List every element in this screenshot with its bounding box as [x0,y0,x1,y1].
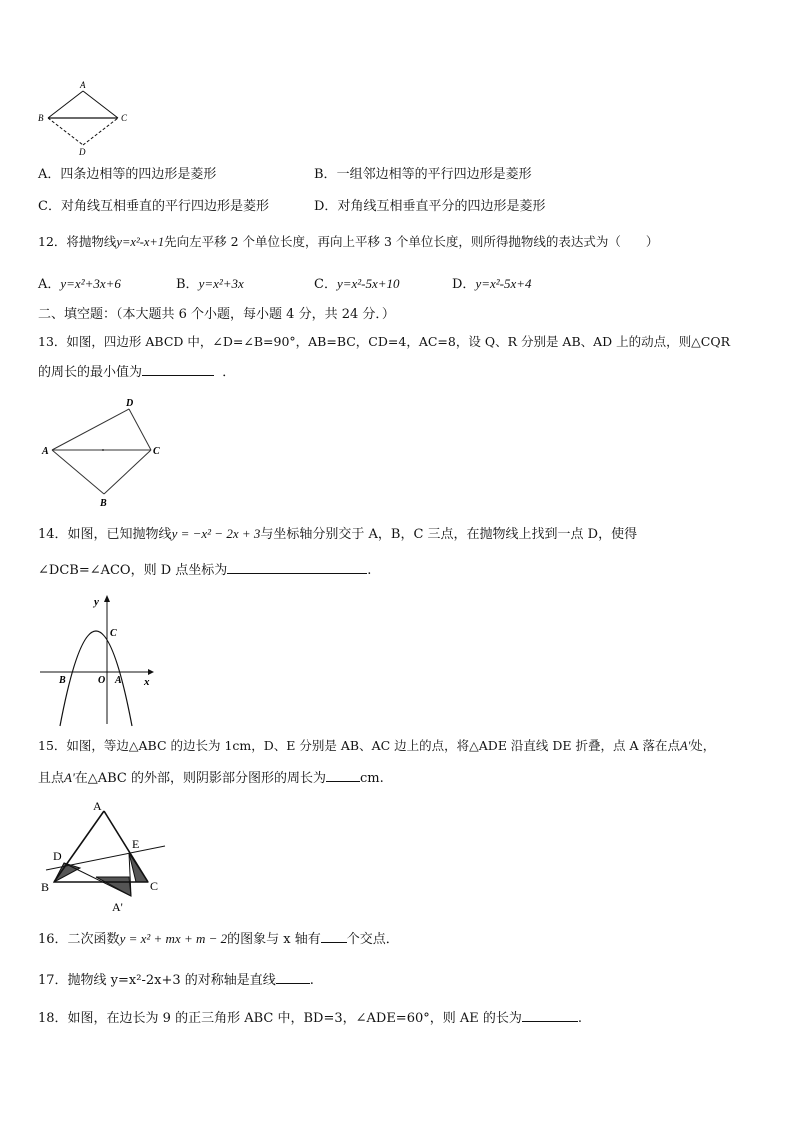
q12-option-a [38,275,121,294]
option-letter: B． [314,167,337,182]
stem-text: 如图，已知抛物线 [67,527,172,542]
q12-option-c [314,275,400,294]
quadrilateral-diagram [38,394,178,514]
answer-blank [326,781,360,782]
stem-end: . [577,1011,583,1026]
point-label: A' [64,770,75,785]
stem-text: 且点 [38,771,65,786]
option-letter: C． [38,199,61,214]
question-number: 15． [38,738,67,753]
stem-text: 将抛物线 [66,234,117,249]
label-a-prime: A' [112,900,123,914]
answer-blank [321,942,347,943]
stem-text: 先向左平移 2 个单位长度，再向上平移 3 个单位长度，则所得抛物线的表达式为（ ） [164,234,659,249]
stem-text: 二次函数 [67,932,120,947]
stem-text: 17．抛物线 y=x²-2x+3 的对称轴是直线 [38,973,276,988]
option-letter: B． [176,277,199,292]
point-label: A' [679,739,691,753]
label-a: A [42,446,49,457]
q12-option-b [176,275,244,294]
stem-end: . [367,563,372,578]
option-letter: A． [38,167,61,182]
rhombus-diagram [36,78,136,158]
stem-text: 的图象与 x 轴有 [227,932,321,947]
q15-line2 [38,769,384,788]
label-c: C [121,113,128,123]
label-y: y [94,596,99,608]
label-x: x [144,676,150,688]
option-letter: A． [38,277,61,292]
q11-option-c [38,198,269,216]
parabola-graph [36,590,166,730]
rhombus-figure [36,78,136,158]
option-letter: C． [314,277,337,292]
stem-end: cm. [360,771,384,786]
label-b: B [100,498,107,509]
math-expression: y = x² + mx + m − 2 [119,931,228,946]
answer-blank [142,375,214,376]
math-expression: y = −x² − 2x + 3 [171,526,261,541]
q17-stem [38,972,314,990]
option-text: 对角线互相垂直的平行四边形是菱形 [60,199,269,214]
label-e: E [132,837,140,851]
option-text: 一组邻边相等的平行四边形是菱形 [336,167,532,182]
option-letter: D． [314,199,338,214]
folded-triangle-figure [36,798,176,914]
math-expression: y=x²-x+1 [116,235,165,249]
label-b: B [41,880,50,894]
q12-stem [38,233,658,251]
option-text: y=x²-5x+4 [475,276,532,291]
q12-option-d [452,275,532,294]
label-a: A [80,80,86,90]
stem-text: 处， [690,738,716,753]
stem-text: ∠DCB=∠ACO，则 D 点坐标为 [38,563,228,578]
stem-text: 与坐标轴分别交于 A，B，C 三点，在抛物线上找到一点 D，使得 [260,527,638,542]
option-text: y=x²-5x+10 [336,276,400,291]
stem-text: 的周长的最小值为 [38,365,143,380]
stem-text: 在△ABC 的外部，则阴影部分图形的周长为 [74,771,327,786]
answer-blank [227,573,367,574]
q13-line2 [38,364,235,382]
option-text: 四条边相等的四边形是菱形 [60,167,217,182]
question-number: 12． [38,234,67,249]
option-text: y=x²+3x+6 [60,276,121,291]
label-c: C [110,628,117,639]
question-number: 14． [38,527,68,542]
label-b: B [59,675,66,686]
q14-line1 [38,525,637,544]
label-d: D [53,849,62,863]
label-d: D [126,398,134,409]
label-o: O [98,675,106,686]
stem-end: ． [222,365,236,380]
triangle-diagram [36,798,176,914]
option-text: 对角线互相垂直平分的四边形是菱形 [337,199,546,214]
q13-line1: 13．如图，四边形 ABCD 中，∠D=∠B=90°，AB=BC，CD=4，AC=8，设 Q、R 分别是 AB、AD 上的动点，则△CQR [38,334,730,349]
option-letter: D． [452,277,476,292]
quadrilateral-figure [38,394,178,514]
q18-stem [38,1010,582,1028]
label-b: B [38,113,44,123]
label-c: C [150,879,159,893]
section-heading: 二、填空题：（本大题共 6 个小题，每小题 4 分，共 24 分．） [38,307,395,322]
answer-blank [522,1021,578,1022]
stem-end: 个交点． [346,932,399,947]
stem-text: 如图，等边△ABC 的边长为 1cm，D、E 分别是 AB、AC 边上的点，将△ADE 沿直线 DE 折叠，点 A 落在点 [66,738,680,753]
question-number: 16． [38,932,68,947]
q11-option-b [314,166,532,184]
q15-line1 [38,737,715,755]
q11-option-a [38,166,216,184]
parabola-figure [36,590,166,730]
label-c: C [153,446,160,457]
answer-blank [276,983,310,984]
option-text: y=x²+3x [198,276,244,291]
stem-end: . [309,973,314,988]
label-a: A [115,675,122,686]
stem-text: 18．如图，在边长为 9 的正三角形 ABC 中，BD=3，∠ADE=60°，则 AE 的长为 [38,1011,522,1026]
q14-line2 [38,562,371,580]
label-a: A [93,799,102,813]
q11-option-d [314,198,545,216]
label-d: D [79,147,86,157]
q16-stem [38,930,399,949]
